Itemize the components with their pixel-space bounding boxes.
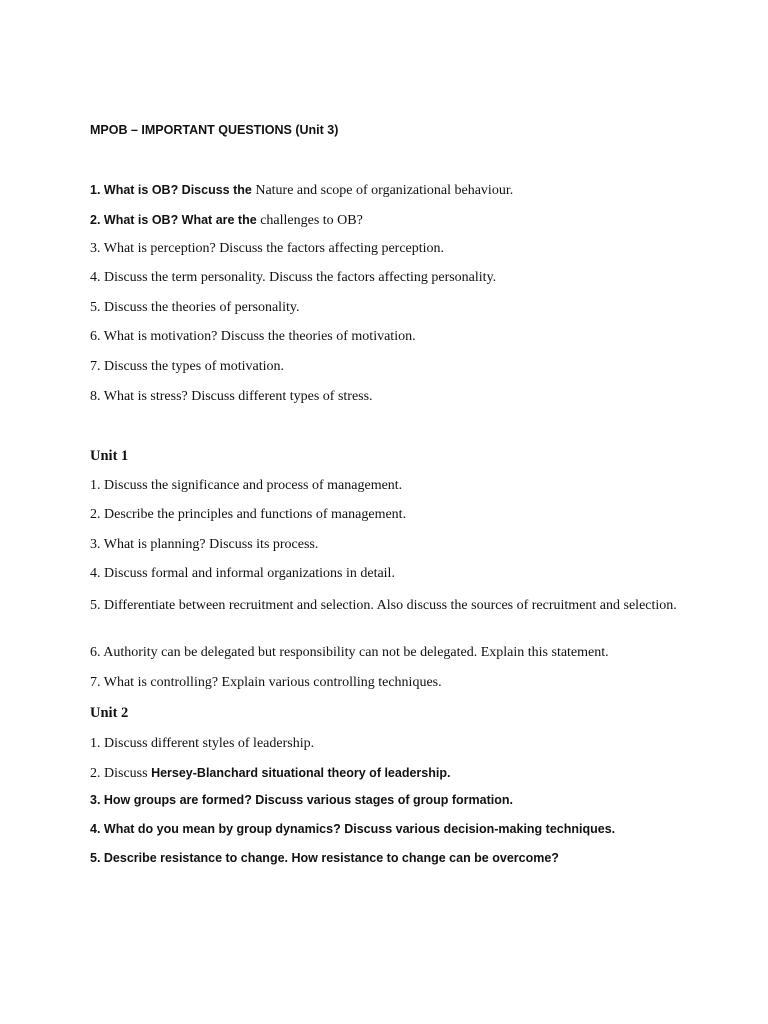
unit2-question-2-prefix: 2. Discuss xyxy=(90,766,152,781)
unit1-question-6: 6. Authority can be delegated but responsibility can not be delegated. Explain this statement. xyxy=(90,645,609,660)
unit1-question-2: 2. Describe the principles and functions of management. xyxy=(90,507,407,522)
unit3-question-8: 8. What is stress? Discuss different types of stress. xyxy=(90,389,373,404)
unit1-question-3: 3. What is planning? Discuss its process. xyxy=(90,537,319,552)
unit3-question-2 xyxy=(90,211,690,229)
unit2-question-1-text: . Discuss different styles of leadership. xyxy=(97,736,315,751)
unit2-question-5: 5. Describe resistance to change. How resistance to change can be overcome? xyxy=(90,851,559,865)
unit2-question-2-rest: Hersey-Blanchard situational theory of leadership. xyxy=(151,766,451,780)
unit3-question-4: 4. Discuss the term personality. Discuss the factors affecting personality. xyxy=(90,270,497,285)
unit2-question-2 xyxy=(90,764,690,782)
unit3-question-1-rest: Nature and scope of organizational behaviour. xyxy=(251,183,514,198)
unit3-question-2-prefix: 2. What is OB? What are the xyxy=(90,213,257,227)
unit1-question-7: 7. What is controlling? Explain various controlling techniques. xyxy=(90,675,442,690)
unit3-question-1 xyxy=(90,181,690,199)
unit1-question-1: 1. Discuss the significance and process of management. xyxy=(90,478,403,493)
unit3-question-1-prefix: 1. What is OB? Discuss the xyxy=(90,183,252,197)
unit1-question-5: 5. Differentiate between recruitment and selection. Also discuss the sources of recruitment and selection. xyxy=(90,598,677,613)
unit3-question-2-rest: challenges to OB? xyxy=(256,213,363,228)
unit2-question-3: 3. How groups are formed? Discuss various stages of group formation. xyxy=(90,793,513,807)
page-title: MPOB – IMPORTANT QUESTIONS (Unit 3) xyxy=(90,123,339,137)
unit1-heading: Unit 1 xyxy=(90,448,129,464)
unit3-question-7: 7. Discuss the types of motivation. xyxy=(90,359,285,374)
unit2-question-1-number: 1 xyxy=(90,736,97,751)
unit3-question-6: 6. What is motivation? Discuss the theories of motivation. xyxy=(90,329,416,344)
unit3-question-5: 5. Discuss the theories of personality. xyxy=(90,300,300,315)
unit3-question-3: 3. What is perception? Discuss the factors affecting perception. xyxy=(90,241,445,256)
unit2-question-1 xyxy=(90,734,690,752)
unit2-heading: Unit 2 xyxy=(90,705,129,721)
unit2-question-4: 4. What do you mean by group dynamics? Discuss various decision-making techniques. xyxy=(90,822,616,836)
unit1-question-4: 4. Discuss formal and informal organizations in detail. xyxy=(90,566,395,581)
